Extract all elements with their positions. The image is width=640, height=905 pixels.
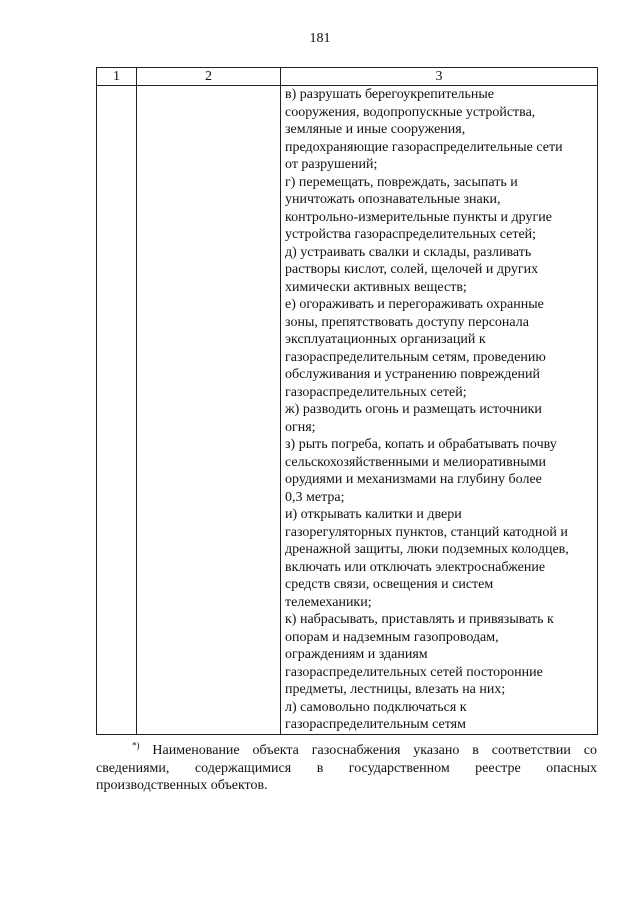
table-text-line: зоны, препятствовать доступу персонала [285,314,529,330]
footnote-text: Наименование объекта газоснабжения указано в соответствии со сведениями, содержащимися в государственном реестре опасных производственных объектов. [96,743,597,793]
table-text-line: сооружения, водопропускные устройства, [285,104,536,120]
table-text-line: е) огораживать и перегораживать охранные [285,297,544,312]
table-row [97,86,598,735]
table-text-line: дренажной защиты, люки подземных колодцев, [285,542,569,557]
table-text-line: газорегуляторных пунктов, станций катодной и [285,524,568,540]
table-text-line: ограждениям и зданиям [285,647,428,662]
table-text-line: средств связи, освещения и систем [285,577,494,592]
column-header-2: 2 [137,68,281,86]
column-header-3: 3 [281,68,598,86]
table-text-line: предметы, лестницы, влезать на них; [285,682,506,697]
table-text-line: земляные и иные сооружения, [285,122,466,137]
page-number: 181 [309,31,331,46]
footnote-marker: *) [132,740,140,751]
table-text-line: з) рыть погреба, копать и обрабатывать почву [285,437,557,452]
table-text-line: л) самовольно подключаться к [285,699,467,715]
table-text-line: включать или отключать электроснабжение [285,559,546,575]
footnote [96,742,597,795]
document-table [96,67,598,735]
table-text-line: эксплуатационных организаций к [285,332,486,347]
table-text-line: уничтожать опознавательные знаки, [285,192,501,207]
table-text-line: г) перемещать, повреждать, засыпать и [285,174,518,190]
table-text-line: орудиями и механизмами на глубину более [285,472,542,487]
table-text-line: газораспределительным сетям, проведению [285,349,546,365]
table-text-line: и) открывать калитки и двери [285,507,462,522]
table-text-line: газораспределительных сетей посторонние [285,664,543,680]
table-text-line: в) разрушать берегоукрепительные [285,87,495,102]
table-text-line: устройства газораспределительных сетей; [285,227,537,242]
column-3-cell [281,86,598,735]
table-text-line: телемеханики; [285,594,372,610]
table-text-line: ж) разводить огонь и размещать источники [285,402,542,417]
table-text-line: опорам и надземным газопроводам, [285,629,499,645]
column-1-cell [97,86,137,735]
table-text-line: газораспределительных сетей; [285,384,467,400]
table-header-row [97,68,598,86]
table-text-line: обслуживания и устранению повреждений [285,367,541,382]
table-text-line: химически активных веществ; [285,279,467,295]
table-text-line: д) устраивать свалки и склады, разливать [285,244,532,260]
table-text-line: от разрушений; [285,157,378,172]
table-text-line: газораспределительным сетям [285,717,466,732]
table-text-line: предохраняющие газораспределительные сети [285,139,563,155]
table-text-line: сельскохозяйственными и мелиоративными [285,454,547,470]
table-text-line: к) набрасывать, приставлять и привязывать к [285,612,554,627]
table-text-line: огня; [285,419,316,435]
table-text-line: 0,3 метра; [285,489,345,505]
column-2-cell [137,86,281,735]
table-text-line: контрольно-измерительные пункты и другие [285,209,552,225]
table-text-line: растворы кислот, солей, щелочей и других [285,262,539,277]
column-header-1: 1 [97,68,137,86]
